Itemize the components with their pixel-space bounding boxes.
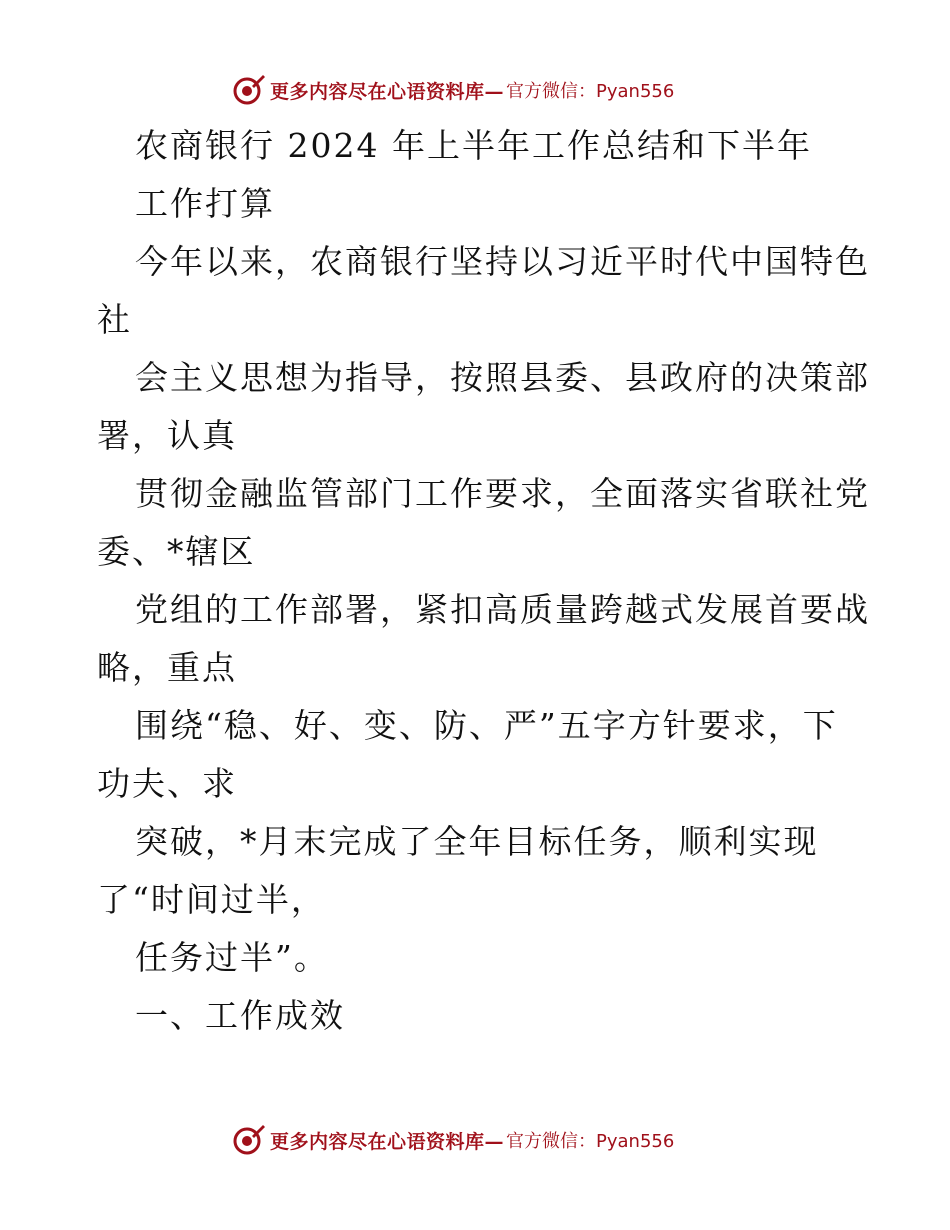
paragraph-line: 委、*辖区 bbox=[97, 532, 256, 571]
paragraph-line: 贯彻金融监管部门工作要求，全面落实省联社党 bbox=[135, 474, 870, 513]
paragraph-line: 突破，*月末完成了全年目标任务，顺利实现 bbox=[135, 822, 819, 861]
paragraph-line: 了“时间过半， bbox=[97, 880, 326, 919]
section-heading: 一、工作成效 bbox=[135, 996, 345, 1035]
document-title-cont: 工作打算 bbox=[135, 184, 275, 223]
paragraph-line: 社 bbox=[97, 300, 132, 339]
paragraph-line: 功夫、求 bbox=[97, 764, 237, 803]
watermark-wechat: 官方微信：Pyan556 bbox=[506, 81, 675, 102]
watermark-wechat: 官方微信：Pyan556 bbox=[506, 1131, 675, 1152]
paragraph-line: 会主义思想为指导，按照县委、县政府的决策部 bbox=[135, 358, 870, 397]
watermark-text: 更多内容尽在心语资料库— bbox=[270, 80, 505, 103]
paragraph-line: 任务过半”。 bbox=[135, 938, 329, 977]
paragraph-line: 略，重点 bbox=[97, 648, 237, 687]
paragraph-line: 署，认真 bbox=[97, 416, 237, 455]
paragraph-line: 围绕“稳、好、变、防、严”五字方针要求，下 bbox=[135, 706, 838, 745]
document-title: 农商银行 2024 年上半年工作总结和下半年 bbox=[135, 126, 812, 165]
pen-logo-icon bbox=[232, 73, 266, 107]
pen-logo-icon bbox=[232, 1123, 266, 1157]
paragraph-line: 党组的工作部署，紧扣高质量跨越式发展首要战 bbox=[135, 590, 870, 629]
paragraph-line: 今年以来，农商银行坚持以习近平时代中国特色 bbox=[135, 242, 870, 281]
watermark-text: 更多内容尽在心语资料库— bbox=[270, 1130, 505, 1153]
watermark-banner-top bbox=[232, 70, 674, 110]
watermark-banner-bottom bbox=[232, 1120, 674, 1160]
